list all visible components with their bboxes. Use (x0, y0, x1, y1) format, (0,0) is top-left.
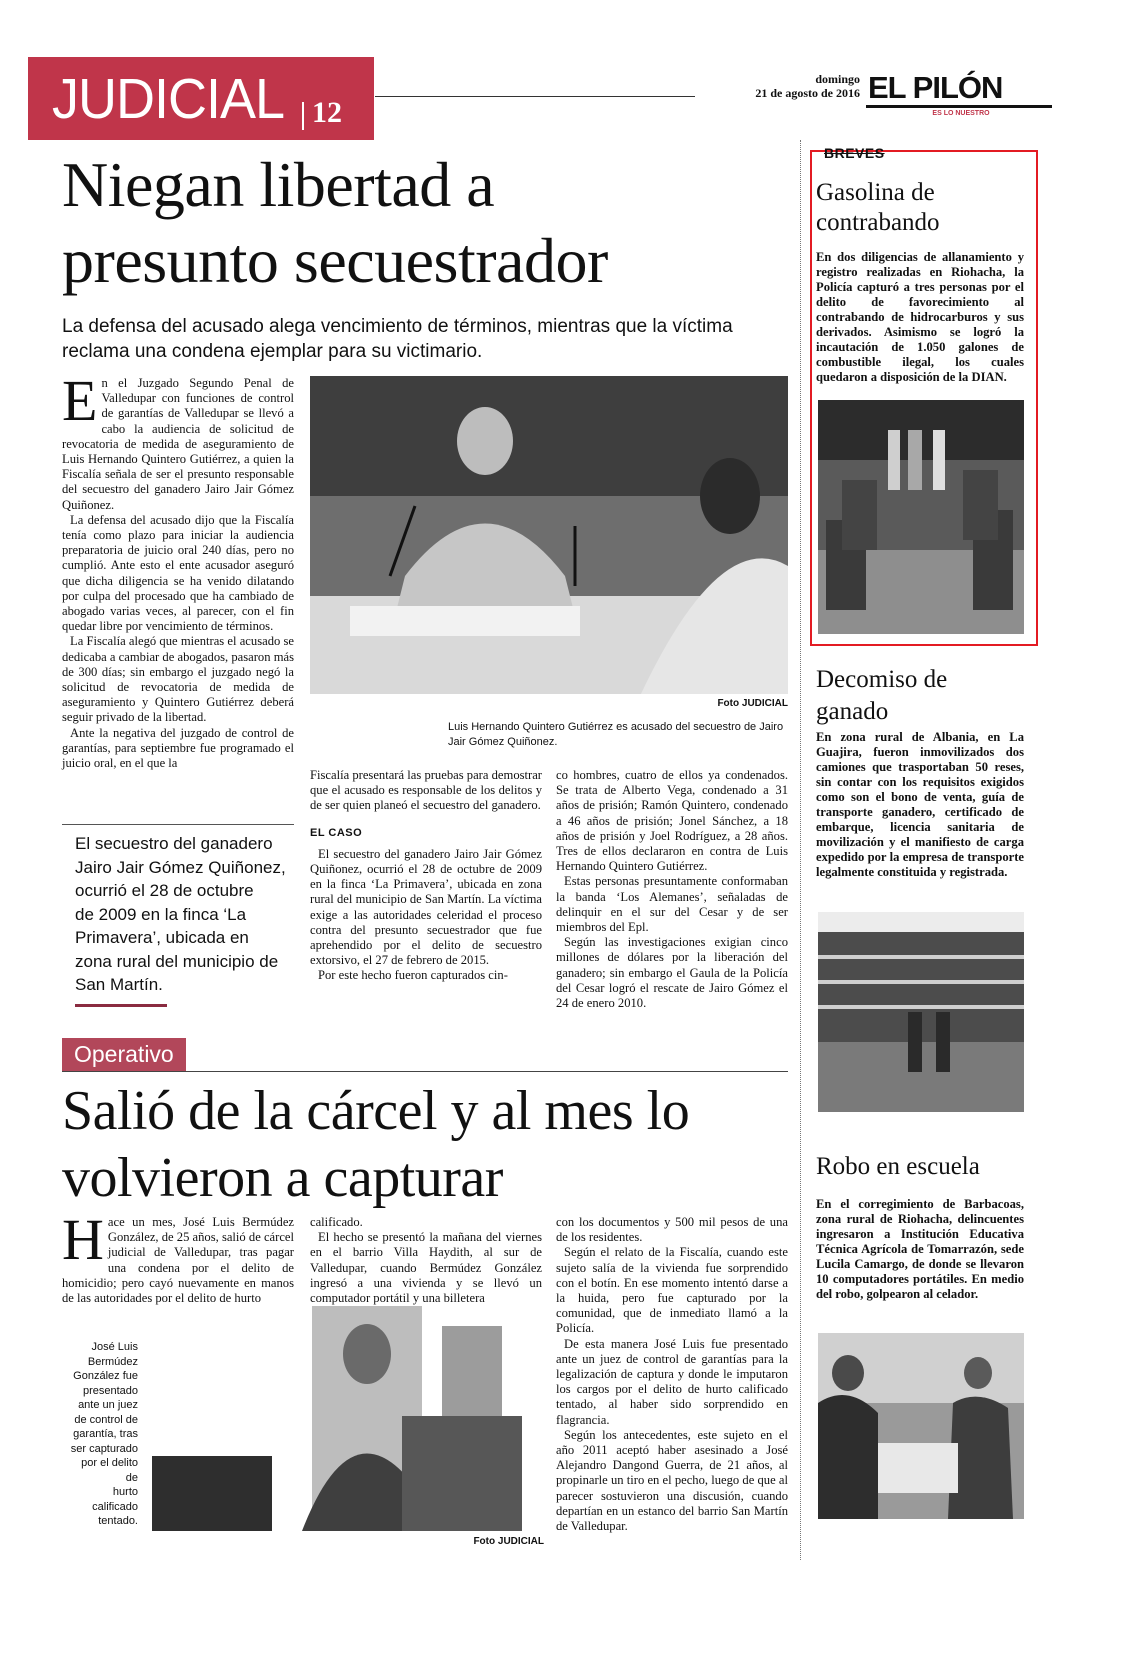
main-column-3 (556, 768, 788, 1011)
second-paragraph: Según el relato de la Fiscalía, cuando este sujeto salía de la vivienda fue sorprendido con el botín. En ese momento intentó darse a la huida, pero fue capturado por la comunidad, que de inmediato llamó a la Policía. (556, 1245, 788, 1336)
newspaper-logo: EL PILÓN (868, 70, 1003, 105)
pullquote-top-rule (62, 824, 294, 825)
brief-robo-title: Robo en escuela (816, 1153, 980, 1180)
main-paragraph: La defensa del acusado dijo que la Fiscalía tenía como plazo para iniciar la audiencia preparatoria de juicio oral 240 días, pero no cumplió. Ante esto el ente acusador aseguró que dicha diligencia se ha venido dilatando por culpa del procesado que ha cambiado de abogado varias veces, al parecer, con el fin quedar libre por vencimiento de términos. (62, 512, 294, 634)
second-paragraph: calificado. (310, 1215, 363, 1229)
header-day: domingo (815, 72, 860, 86)
caption-line: ser capturado (70, 1442, 138, 1455)
kicker-rule (62, 1071, 788, 1072)
second-paragraph: ace un mes, José Luis Bermúdez González, de 25 años, salió de cárcel judicial de Valledupar, tras pagar una condena por el delito de homicidio; pero cayó nuevamente en manos de las autoridades por el delito de hurto (62, 1215, 294, 1306)
main-deck-line1: La defensa del acusado alega vencimiento de términos, mientras que la víctima (62, 316, 733, 337)
main-paragraph: n el Juzgado Segundo Penal de Valledupar con funciones de control de garantías de Valledupar se llevó a cabo la audiencia de solicitud de revocatoria de medida de aseguramiento de Luis Hernando Quintero Gutiérrez, a quien la Fiscalía señala de ser el presunto responsable del secuestro del ganadero Jairo Jair Gómez Quiñonez. (62, 376, 294, 512)
main-column-2 (310, 768, 542, 984)
second-paragraph: El hecho se presentó la mañana del viernes en el barrio Villa Haydith, al sur de Valledupar, cuando Bermúdez González ingresó a una vivienda y se llevó un computador portátil y una billetera (310, 1230, 542, 1306)
section-divider (302, 102, 304, 130)
pullquote-line: El secuestro del ganadero (75, 834, 273, 853)
main-photo-credit: Foto JUDICIAL (717, 698, 788, 709)
logo-tagline: ES LO NUESTRO (932, 110, 990, 117)
brief-gasolina-title-line2: contrabando (816, 209, 940, 236)
caption-line: González fue (73, 1370, 138, 1382)
caption-line: garantía, tras (73, 1428, 138, 1440)
main-paragraph: Fiscalía presentará las pruebas para demostrar que el acusado es responsable de los delitos y de ser quien planeó el secuestro del ganadero. (310, 768, 542, 813)
main-column-1 (62, 368, 294, 771)
courtroom-photo (310, 376, 788, 694)
section-title: JUDICIAL (52, 67, 285, 130)
cattle-trucks-photo (818, 912, 1024, 1112)
header-rule (375, 96, 695, 97)
main-headline-line1: Niegan libertad a (62, 149, 495, 220)
brief-gasolina-text: En dos diligencias de allanamiento y registro realizadas en Riohacha, la Policía capturó a tres personas por el delito de favorecimiento al contrabando de hidrocarburos y sus derivados. Asimismo se logró la incautación de 1.050 galones de combustible ilegal, los cuales quedaron a disposición de la DIAN. (816, 250, 1024, 384)
main-paragraph: Por este hecho fueron capturados cin- (318, 968, 508, 983)
caption-line: por el delito de (81, 1457, 138, 1484)
second-paragraph: Según los antecedentes, este sujeto en el año 2011 aceptó haber asesinado a José Alejandro Dangond Guerra, de 21 años, al propinarle un tiro en el pecho, luego de que al parecer sostuvieron una discusión, cuando departían en un estanco del barrio San Martín de Valledupar. (556, 1427, 788, 1534)
main-paragraph: El secuestro del ganadero Jairo Jair Gómez Quiñonez, ocurrió el 28 de octubre de 2009 en la finca ‘La Primavera’, ubicada en zona rural del municipio de San Martín. La víctima exige a las autoridades celeridad el proceso contra del presunto secuestrador que fue aprehendido por el delito de secuestro extorsivo, el 27 de febrero de 2015. (310, 846, 542, 968)
main-paragraph: Según las investigaciones exigian cinco millones de dólares por la liberación del ganadero; sin embargo el Gaula de la Policía del Cesar logró el rescate de Jairo Gómez el 24 de enero 2010. (556, 935, 788, 1011)
pullquote-line: de 2009 en la finca ‘La (75, 904, 247, 924)
brief-ganado-title-line2: ganado (816, 698, 889, 725)
second-column-2 (310, 1215, 542, 1306)
main-paragraph: co hombres, cuatro de ellos ya condenados. Se trata de Alberto Vega, condenado a 31 años de prisión; Ramón Quintero, condenado a 46 años de prisión; Jonel Sánchez, a 18 años de prisión y Joel Rodríguez, a 28 años. Tres de ellos declararon en contra de Luis Hernando Quintero Gutiérrez. (556, 768, 788, 874)
pullquote-line: zona rural del municipio de (75, 951, 279, 971)
caption-line: José Luis (91, 1341, 138, 1353)
main-photo-caption-line1: Luis Hernando Quintero Gutiérrez es acusado del secuestro de Jairo (448, 721, 784, 733)
main-paragraph: Ante la negativa del juzgado de control de garantías, para septiembre fue programado el juicio oral, en el que la (62, 725, 294, 771)
second-photo-credit: Foto JUDICIAL (473, 1536, 544, 1547)
caption-line: hurto calificado (92, 1486, 138, 1513)
kicker-operativo: Operativo (62, 1038, 186, 1071)
brief-gasolina-title-line1: Gasolina de (816, 179, 935, 206)
second-photo-caption (66, 1340, 138, 1529)
second-paragraph: De esta manera José Luis fue presentado ante un juez de control de garantías para la legalización de captura y donde le imputaron los cargos por el delito de hurto calificado tentado, al haber sido sorprendido en flagrancia. (556, 1336, 788, 1427)
caption-line: tentado. (98, 1515, 138, 1527)
pullquote-line: Jairo Jair Gómez Quiñonez, (75, 857, 286, 877)
pullquote (75, 832, 290, 997)
caption-line: ante un juez (78, 1399, 138, 1411)
fuel-drums-photo (818, 400, 1024, 634)
caption-line: de control de (74, 1413, 138, 1426)
breves-label: BREVES (824, 145, 885, 161)
brief-ganado-text: En zona rural de Albania, en La Guajira, fueron inmovilizados dos camiones que trasportaban 50 reses, sin contar con los requisitos exigidos como son el bono de venta, guía de transporte ganadero, certificado de embarque, licencia sanitaria de movilización y el manifiesto de carga expedido por la empresa de transporte legalmente constituida y registrada. (816, 730, 1024, 879)
section-banner (28, 57, 374, 140)
main-photo-caption-line2: Jair Gómez Quiñonez. (448, 736, 558, 748)
caption-line: presentado (82, 1384, 138, 1397)
second-column-1 (62, 1207, 294, 1306)
main-paragraph: La Fiscalía alegó que mientras el acusado se dedicaba a cambiar de abogados, pasaron más de 300 días; sin embargo el juzgado negó la solicitud de revocatoria de medida de aseguramiento y Quintero Gutiérrez deberá seguir privado de la libertad. (62, 634, 294, 725)
brief-ganado-title-line1: Decomiso de (816, 666, 948, 693)
second-column-3 (556, 1215, 788, 1534)
main-deck-line2: reclama una condena ejemplar para su victimario. (62, 341, 483, 362)
sidebar-divider (800, 140, 801, 1560)
second-dropcap: H (62, 1207, 104, 1272)
header-date: 21 de agosto de 2016 (755, 86, 860, 100)
main-headline-line2: presunto secuestrador (62, 225, 608, 296)
logo-underline (866, 105, 1052, 108)
pullquote-line: Primavera’, ubicada en (75, 928, 249, 947)
second-headline-line2: volvieron a capturar (62, 1147, 503, 1209)
main-subhead: EL CASO (310, 826, 363, 839)
main-dropcap: E (62, 368, 98, 433)
suspect-photo (152, 1306, 544, 1531)
caption-line: Bermúdez (87, 1355, 138, 1368)
pullquote-line: San Martín. (75, 975, 163, 994)
school-robbery-photo (818, 1333, 1024, 1519)
second-headline-line1: Salió de la cárcel y al mes lo (62, 1080, 690, 1142)
second-paragraph: con los documentos y 500 mil pesos de una de los residentes. (556, 1215, 788, 1245)
pullquote-accent-rule (75, 1004, 167, 1007)
brief-robo-text: En el corregimiento de Barbacoas, zona rural de Riohacha, delincuentes ingresaron a Institución Educativa Técnica Agrícola de Tomarrazón, sede Lucila Camargo, de donde se llevaron 10 computadores portátiles. En medio del robo, golpearon al celador. (816, 1197, 1024, 1301)
main-paragraph: Estas personas presuntamente conformaban la banda ‘Los Alemanes’, señaladas de delinquir en el sur del Cesar y de ser miembros del Epl. (556, 874, 788, 935)
page-number: 12 (312, 95, 343, 129)
pullquote-line: ocurrió el 28 de octubre (75, 881, 254, 900)
